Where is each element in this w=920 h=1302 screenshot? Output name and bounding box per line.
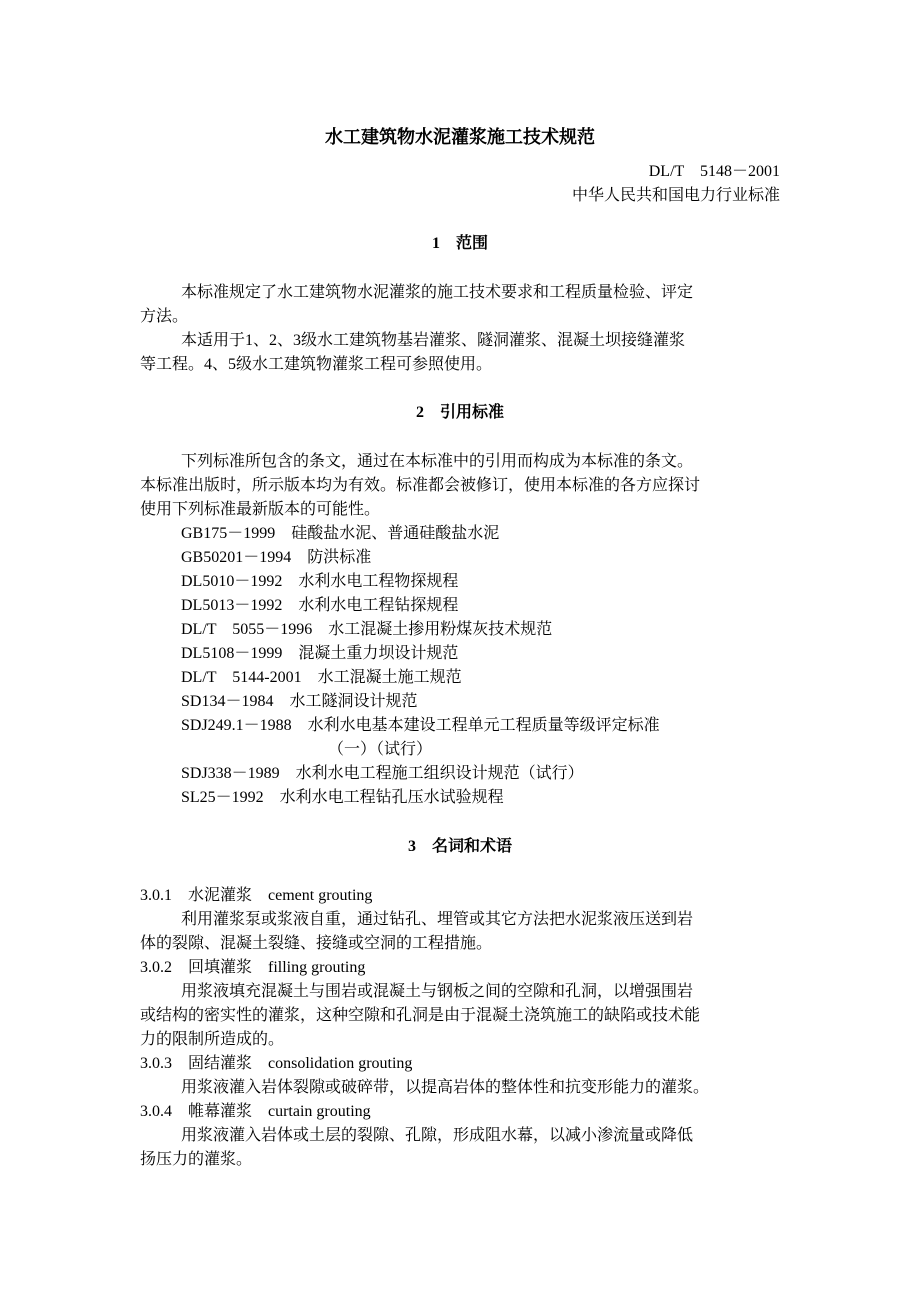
paragraph-line: 本标准出版时，所示版本均为有效。标准都会被修订，使用本标准的各方应探讨 (140, 477, 701, 494)
reference-item: GB175－1999 硅酸盐水泥、普通硅酸盐水泥 (181, 525, 500, 542)
term-heading: 3.0.1 水泥灌浆 cement grouting (140, 887, 373, 904)
term-definition-line: 用浆液灌入岩体裂隙或破碎带，以提高岩体的整体性和抗变形能力的灌浆。 (181, 1079, 710, 1096)
paragraph-line: 下列标准所包含的条文，通过在本标准中的引用而构成为本标准的条文。 (181, 453, 694, 470)
section-2-heading: 2 引用标准 (415, 404, 504, 421)
reference-item: DL5013－1992 水利水电工程钻探规程 (181, 597, 459, 614)
paragraph-line: 方法。 (140, 308, 189, 325)
term-heading: 3.0.3 固结灌浆 consolidation grouting (140, 1055, 413, 1072)
term-heading: 3.0.4 帷幕灌浆 curtain grouting (140, 1103, 371, 1120)
document-title: 水工建筑物水泥灌浆施工技术规范 (325, 127, 595, 147)
term-definition-line: 力的限制所造成的。 (140, 1031, 285, 1048)
paragraph-line: 本标准规定了水工建筑物水泥灌浆的施工技术要求和工程质量检验、评定 (181, 284, 694, 301)
reference-item-continuation: （一）（试行） (328, 741, 433, 758)
paragraph-line: 使用下列标准最新版本的可能性。 (140, 501, 381, 518)
reference-item: DL5010－1992 水利水电工程物探规程 (181, 573, 459, 590)
term-definition-line: 体的裂隙、混凝土裂缝、接缝或空洞的工程措施。 (140, 935, 493, 952)
term-heading: 3.0.2 回填灌浆 filling grouting (140, 959, 366, 976)
paragraph-line: 等工程。4、5级水工建筑物灌浆工程可参照使用。 (140, 356, 493, 373)
section-1-heading: 1 范围 (431, 235, 488, 252)
reference-item: GB50201－1994 防洪标准 (181, 549, 372, 566)
reference-item: SL25－1992 水利水电工程钻孔压水试验规程 (181, 789, 504, 806)
reference-item: DL/T 5055－1996 水工混凝土掺用粉煤灰技术规范 (181, 621, 553, 638)
reference-item: SDJ249.1－1988 水利水电基本建设工程单元工程质量等级评定标准 (181, 717, 660, 734)
paragraph-line: 本适用于1、2、3级水工建筑物基岩灌浆、隧洞灌浆、混凝土坝接缝灌浆 (181, 332, 686, 349)
reference-item: SDJ338－1989 水利水电工程施工组织设计规范（试行） (181, 765, 584, 782)
section-3-heading: 3 名词和术语 (407, 838, 512, 855)
term-definition-line: 扬压力的灌浆。 (140, 1151, 253, 1168)
term-definition-line: 或结构的密实性的灌浆，这种空隙和孔洞是由于混凝土浇筑施工的缺陷或技术能 (140, 1007, 701, 1024)
reference-item: DL/T 5144-2001 水工混凝土施工规范 (181, 669, 462, 686)
issuer: 中华人民共和国电力行业标准 (571, 187, 780, 204)
reference-item: DL5108－1999 混凝土重力坝设计规范 (181, 645, 459, 662)
reference-item: SD134－1984 水工隧洞设计规范 (181, 693, 418, 710)
term-definition-line: 用浆液填充混凝土与围岩或混凝土与钢板之间的空隙和孔洞，以增强围岩 (181, 983, 694, 1000)
term-definition-line: 用浆液灌入岩体或土层的裂隙、孔隙，形成阻水幕，以减小渗流量或降低 (181, 1127, 694, 1144)
term-definition-line: 利用灌浆泵或浆液自重，通过钻孔、埋管或其它方法把水泥浆液压送到岩 (181, 911, 694, 928)
standard-code: DL/T 5148－2001 (648, 163, 780, 180)
